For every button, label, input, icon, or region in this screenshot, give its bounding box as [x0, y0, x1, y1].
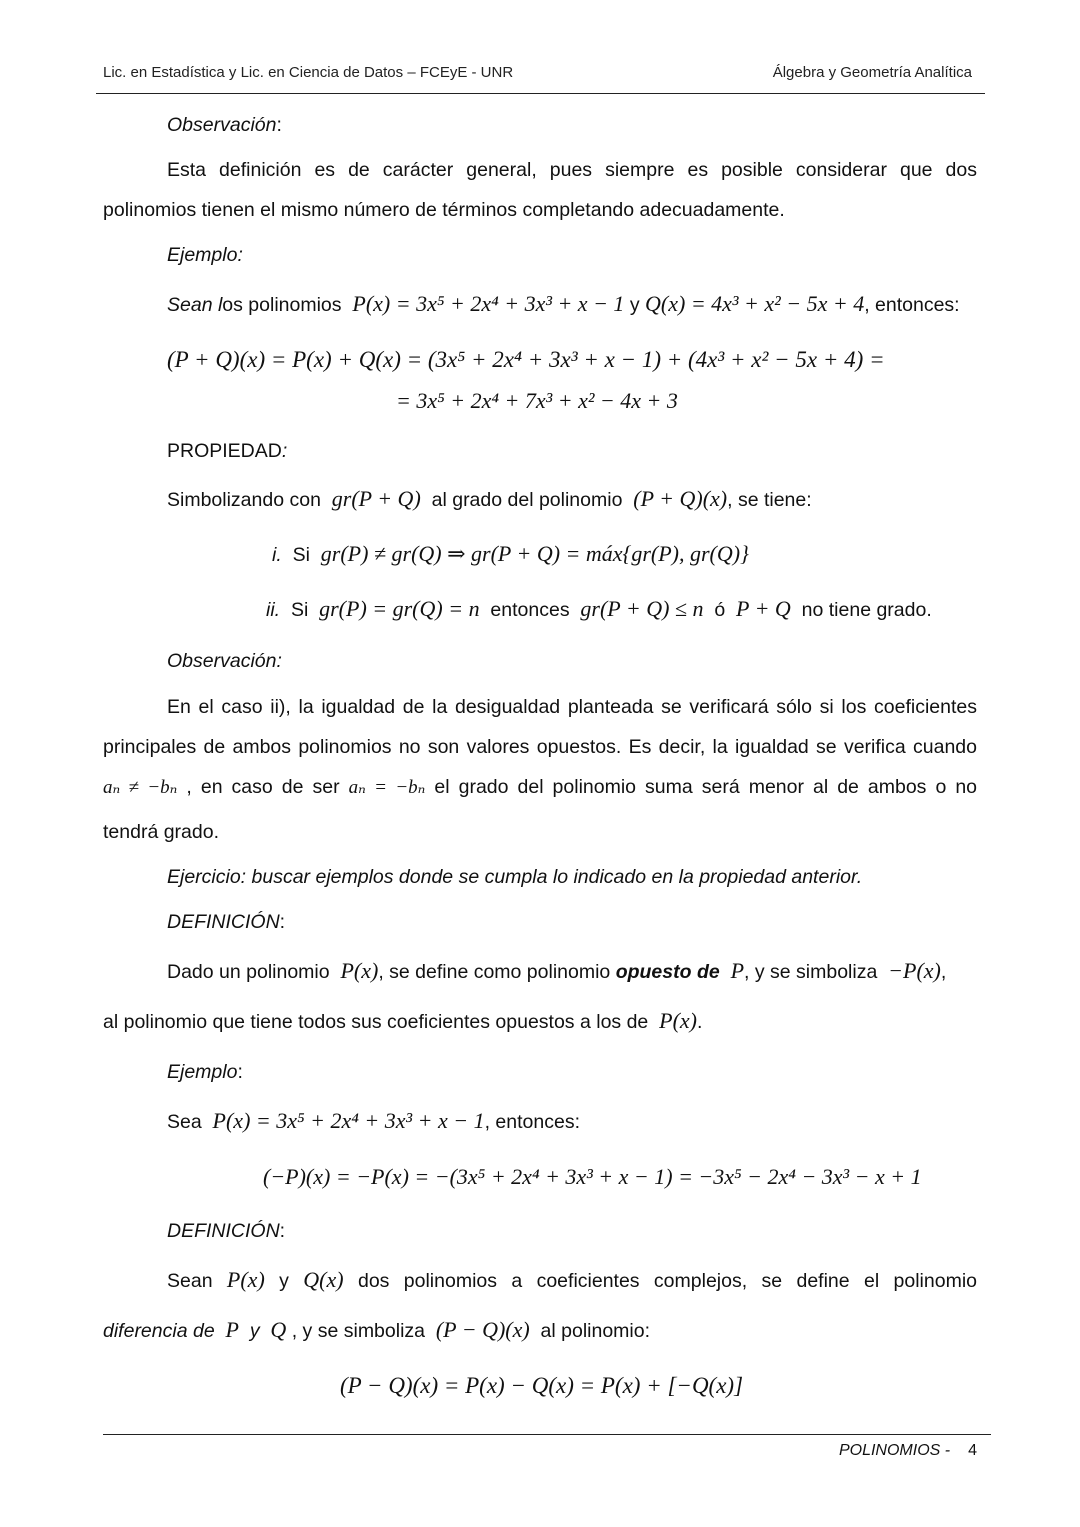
definition-1-heading: DEFINICIÓN: [167, 911, 286, 933]
sum-equation-line-1: (P + Q)(x) = P(x) + Q(x) = (3x⁵ + 2x⁴ + 3x³ + x − 1) + (4x³ + x² − 5x + 4) = [167, 347, 885, 372]
header-divider [96, 93, 985, 94]
observation-1-line-2: polinomios tienen el mismo número de términos completando adecuadamente. [103, 199, 785, 221]
polynomial-q-formula: Q(x) = 4x³ + x² − 5x + 4 [645, 291, 865, 316]
definition-2-line-2: diferencia de P y Q , y se simboliza (P − Q)(x) al polinomio: [103, 1317, 651, 1342]
observation-2-line-3: aₙ ≠ −bₙ , en caso de ser aₙ = −bₙ el grado del polinomio suma será menor al de ambos o no [103, 776, 978, 798]
example-1-heading: Ejemplo: [167, 244, 243, 266]
observation-2-line-1: En el caso ii), la igualdad de la desigualdad planteada se verificará sólo si los coeficientes [167, 696, 977, 718]
opposite-equation: (−P)(x) = −P(x) = −(3x⁵ + 2x⁴ + 3x³ + x − 1) = −3x⁵ − 2x⁴ − 3x³ − x + 1 [263, 1164, 922, 1189]
difference-equation: (P − Q)(x) = P(x) − Q(x) = P(x) + [−Q(x)] [340, 1373, 744, 1398]
example-2-statement: Sea P(x) = 3x⁵ + 2x⁴ + 3x³ + x − 1, entonces: [167, 1108, 580, 1133]
property-item-i: i. Si gr(P) ≠ gr(Q) ⇒ gr(P + Q) = máx{gr(P), gr(Q)} [272, 541, 749, 566]
observation-2-line-2: principales de ambos polinomios no son valores opuestos. Es decir, la igualdad se verifica cuando [103, 736, 977, 758]
property-heading: PROPIEDAD: [167, 440, 288, 462]
example-1-statement: Sean los polinomios P(x) = 3x⁵ + 2x⁴ + 3x³ + x − 1 y Q(x) = 4x³ + x² − 5x + 4, entonces: [167, 291, 960, 316]
header-subject: Álgebra y Geometría Analítica [772, 64, 972, 81]
observation-2-line-4: tendrá grado. [103, 821, 220, 843]
observation-1-heading: Observación: [167, 114, 282, 136]
definition-2-heading: DEFINICIÓN: [167, 1220, 286, 1242]
footer-divider [103, 1434, 991, 1435]
footer [839, 1442, 977, 1460]
property-item-ii: ii. Si gr(P) = gr(Q) = n entonces gr(P + Q) ≤ n ó P + Q no tiene grado. [266, 596, 932, 621]
definition-1-line-1: Dado un polinomio P(x), se define como polinomio opuesto de P, y se simboliza −P(x), [167, 958, 947, 983]
definition-1-line-2: al polinomio que tiene todos sus coeficientes opuestos a los de P(x). [103, 1008, 703, 1033]
definition-2-line-1: Sean P(x) y Q(x) dos polinomios a coeficientes complejos, se define el polinomio [167, 1267, 977, 1292]
header-course: Lic. en Estadística y Lic. en Ciencia de Datos – FCEyE - UNR [103, 64, 514, 81]
exercise-note: Ejercicio: buscar ejemplos donde se cumpla lo indicado en la propiedad anterior. [167, 866, 863, 888]
observation-2-heading: Observación: [167, 650, 282, 672]
sum-equation-line-2: = 3x⁵ + 2x⁴ + 7x³ + x² − 4x + 3 [396, 388, 678, 413]
observation-1-line-1: Esta definición es de carácter general, pues siempre es posible considerar que dos [167, 159, 977, 181]
footer-label: POLINOMIOS - [838, 1442, 951, 1459]
example-2-heading: Ejemplo: [167, 1061, 243, 1083]
page-number: 4 [968, 1442, 977, 1459]
property-statement: Simbolizando con gr(P + Q) al grado del polinomio (P + Q)(x), se tiene: [167, 486, 812, 511]
polynomial-p-formula: P(x) = 3x⁵ + 2x⁴ + 3x³ + x − 1 [352, 291, 625, 316]
